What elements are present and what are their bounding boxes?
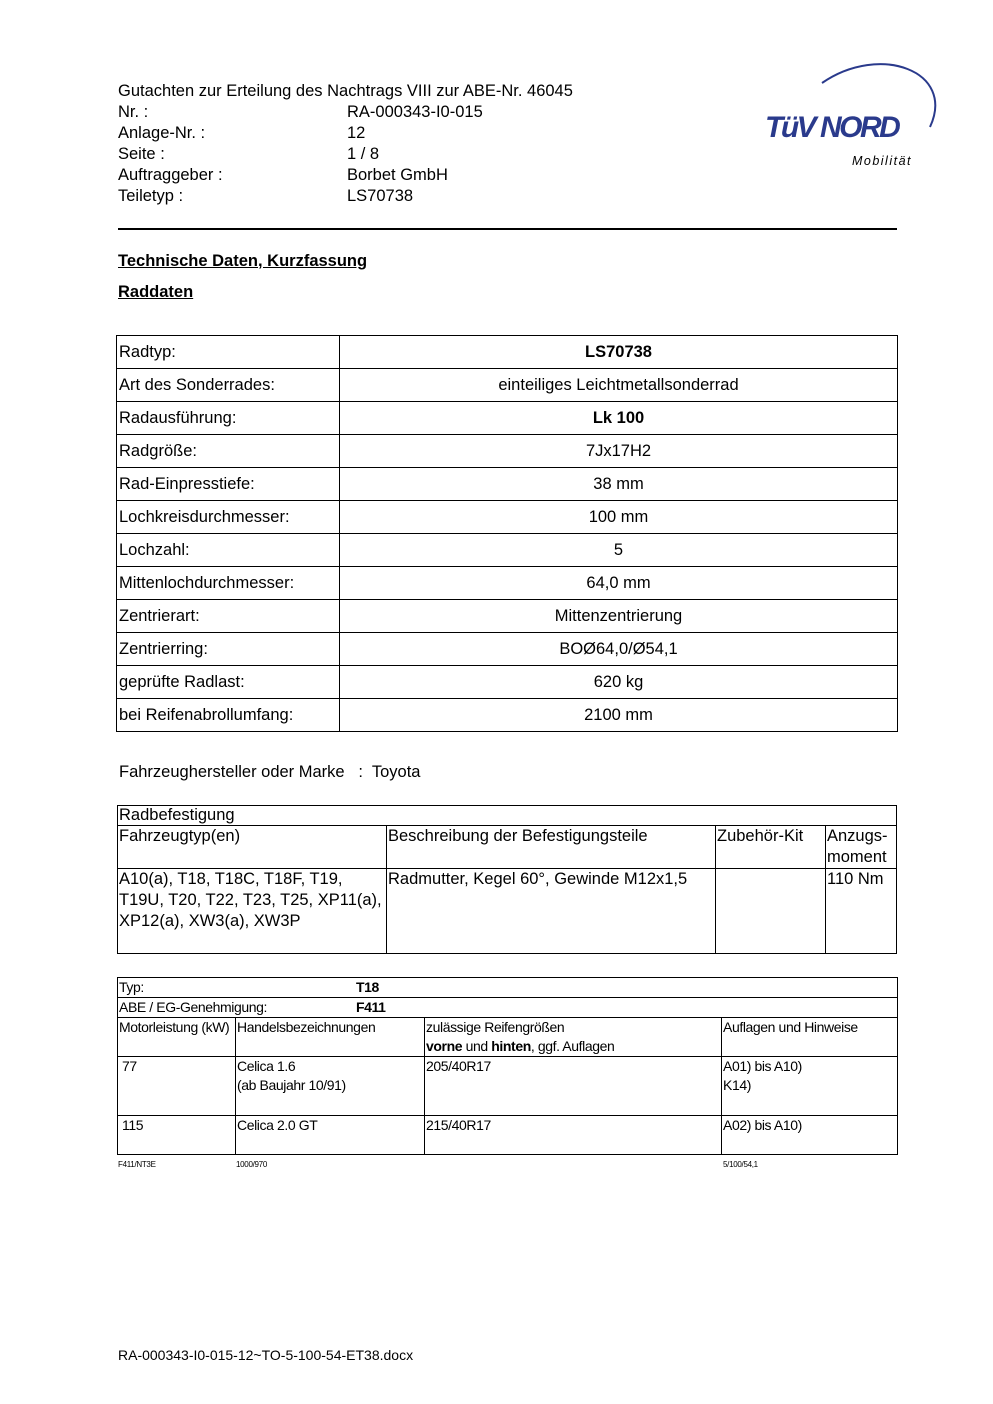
row-label: Lochzahl:: [117, 534, 340, 567]
document-header: [118, 81, 573, 207]
row-label: bei Reifenabrollumfang:: [117, 699, 340, 732]
manufacturer-separator: :: [358, 763, 363, 781]
row-value: LS70738: [340, 336, 898, 369]
header-value: 1 / 8: [347, 145, 380, 163]
tuv-nord-logo-graphic: [760, 55, 940, 175]
table-title-row: [118, 806, 897, 826]
notes-line: A01) bis A10): [723, 1058, 802, 1074]
header-row-nr: [118, 102, 573, 123]
torque-cell: 110 Nm: [826, 869, 897, 954]
header-divider: [118, 228, 897, 230]
table-row: [117, 567, 898, 600]
column-header: Beschreibung der Befestigungsteile: [387, 826, 716, 869]
table-row: [117, 501, 898, 534]
row-value: 100 mm: [340, 501, 898, 534]
raddaten-table: [116, 335, 898, 732]
tires-tail: , ggf. Auflagen: [530, 1038, 615, 1054]
typ-value: T18: [356, 979, 379, 995]
abe-value: F411: [356, 999, 386, 1015]
logo-brand-text: TüV NORD: [765, 111, 899, 144]
table-row: [117, 666, 898, 699]
column-header: Fahrzeugtyp(en): [118, 826, 387, 869]
table-row: [117, 336, 898, 369]
tires-rear: hinten: [491, 1038, 531, 1054]
column-header: Anzugs-moment: [826, 826, 897, 869]
logo-sub-text: Mobilität: [851, 154, 912, 168]
notes-line: K14): [723, 1077, 751, 1093]
header-value: RA-000343-I0-015: [347, 103, 483, 121]
name-cell: Celica 2.0 GT: [236, 1116, 425, 1155]
header-label: Seite :: [118, 145, 165, 163]
tuv-nord-logo: [760, 55, 940, 175]
row-value: 2100 mm: [340, 699, 898, 732]
header-value: LS70738: [347, 187, 414, 205]
typ-table: [117, 977, 898, 1155]
table-row: [117, 534, 898, 567]
row-value: Lk 100: [340, 402, 898, 435]
header-row-auftraggeber: [118, 165, 573, 186]
typ-label: Typ:: [119, 979, 144, 995]
row-value: einteiliges Leichtmetallsonderrad: [340, 369, 898, 402]
header-value: Borbet GmbH: [347, 166, 448, 184]
row-value: 38 mm: [340, 468, 898, 501]
row-value: 7Jx17H2: [340, 435, 898, 468]
footer-filename: RA-000343-I0-015-12~TO-5-100-54-ET38.docx: [118, 1347, 414, 1363]
row-label: Radgröße:: [117, 435, 340, 468]
header-label: Nr. :: [118, 103, 149, 121]
typ-cell: [118, 978, 898, 998]
header-row-teiletyp: [118, 186, 573, 207]
name-cell: [236, 1057, 425, 1116]
header-label: Auftraggeber :: [118, 166, 223, 184]
section-title: Technische Daten, Kurzfassung: [118, 252, 368, 270]
manufacturer-line: [119, 763, 420, 782]
table-row: [117, 369, 898, 402]
document-title: Gutachten zur Erteilung des Nachtrags VIII zur ABE-Nr. 46045: [118, 82, 573, 100]
table-row: [117, 699, 898, 732]
row-label: Radausführung:: [117, 402, 340, 435]
row-label: Radtyp:: [117, 336, 340, 369]
header-label: Teiletyp :: [118, 187, 184, 205]
header-label: Anlage-Nr. :: [118, 124, 206, 142]
manufacturer-value: Toyota: [371, 763, 421, 781]
vehicle-types-cell: A10(a), T18, T18C, T18F, T19, T19U, T20, T22, T23, T25, XP11(a), XP12(a), XW3(a), XW3P: [118, 869, 387, 954]
header-value: 12: [347, 124, 366, 142]
column-header: Zubehör-Kit: [716, 826, 826, 869]
name-line: Celica 1.6: [237, 1058, 296, 1074]
row-label: geprüfte Radlast:: [117, 666, 340, 699]
power-cell: 77: [118, 1057, 236, 1116]
row-label: Lochkreisdurchmesser:: [117, 501, 340, 534]
table-header-row: [118, 826, 897, 869]
row-value: Mittenzentrierung: [340, 600, 898, 633]
section-subtitle: Raddaten: [118, 283, 194, 301]
typ-row: [118, 978, 898, 998]
table-row: [117, 600, 898, 633]
abe-cell: [118, 998, 898, 1018]
abe-row: [118, 998, 898, 1018]
tires-and: und: [462, 1038, 492, 1054]
table-row: [117, 633, 898, 666]
table-row: [118, 869, 897, 954]
table-row: [117, 402, 898, 435]
footnote-code: 1000/970: [236, 1160, 267, 1169]
row-value: BOØ64,0/Ø54,1: [340, 633, 898, 666]
manufacturer-label: Fahrzeughersteller oder Marke: [119, 763, 345, 781]
abe-label: ABE / EG-Genehmigung:: [119, 999, 268, 1015]
notes-cell: [722, 1057, 898, 1116]
row-value: 5: [340, 534, 898, 567]
row-label: Rad-Einpresstiefe:: [117, 468, 340, 501]
table-row: [118, 1057, 898, 1116]
radbefestigung-table: [117, 805, 897, 954]
row-value: 64,0 mm: [340, 567, 898, 600]
notes-cell: A02) bis A10): [722, 1116, 898, 1155]
table-header-row: [118, 1018, 898, 1057]
header-row-anlage: [118, 123, 573, 144]
row-label: Mittenlochdurchmesser:: [117, 567, 340, 600]
column-header: Motorleistung (kW): [118, 1018, 236, 1057]
column-header: Handelsbezeichnungen: [236, 1018, 425, 1057]
column-header: Auflagen und Hinweise: [722, 1018, 898, 1057]
table-title: Radbefestigung: [118, 806, 897, 826]
name-line: (ab Baujahr 10/91): [237, 1077, 346, 1093]
power-cell: 115: [118, 1116, 236, 1155]
kit-cell: [716, 869, 826, 954]
row-label: Zentrierart:: [117, 600, 340, 633]
table-row: [117, 435, 898, 468]
footnote-code: F411/NT3E: [118, 1160, 156, 1169]
footnote-code: 5/100/54,1: [723, 1160, 758, 1169]
fastener-description-cell: Radmutter, Kegel 60°, Gewinde M12x1,5: [387, 869, 716, 954]
header-row-seite: [118, 144, 573, 165]
table-row: [117, 468, 898, 501]
row-value: 620 kg: [340, 666, 898, 699]
tires-front: vorne: [426, 1038, 463, 1054]
tire-cell: 205/40R17: [425, 1057, 722, 1116]
row-label: Zentrierring:: [117, 633, 340, 666]
row-label: Art des Sonderrades:: [117, 369, 340, 402]
table-row: [118, 1116, 898, 1155]
tire-cell: 215/40R17: [425, 1116, 722, 1155]
tires-header-line1: zulässige Reifengrößen: [426, 1019, 565, 1035]
column-header: [425, 1018, 722, 1057]
tires-header-line2: [426, 1037, 720, 1056]
